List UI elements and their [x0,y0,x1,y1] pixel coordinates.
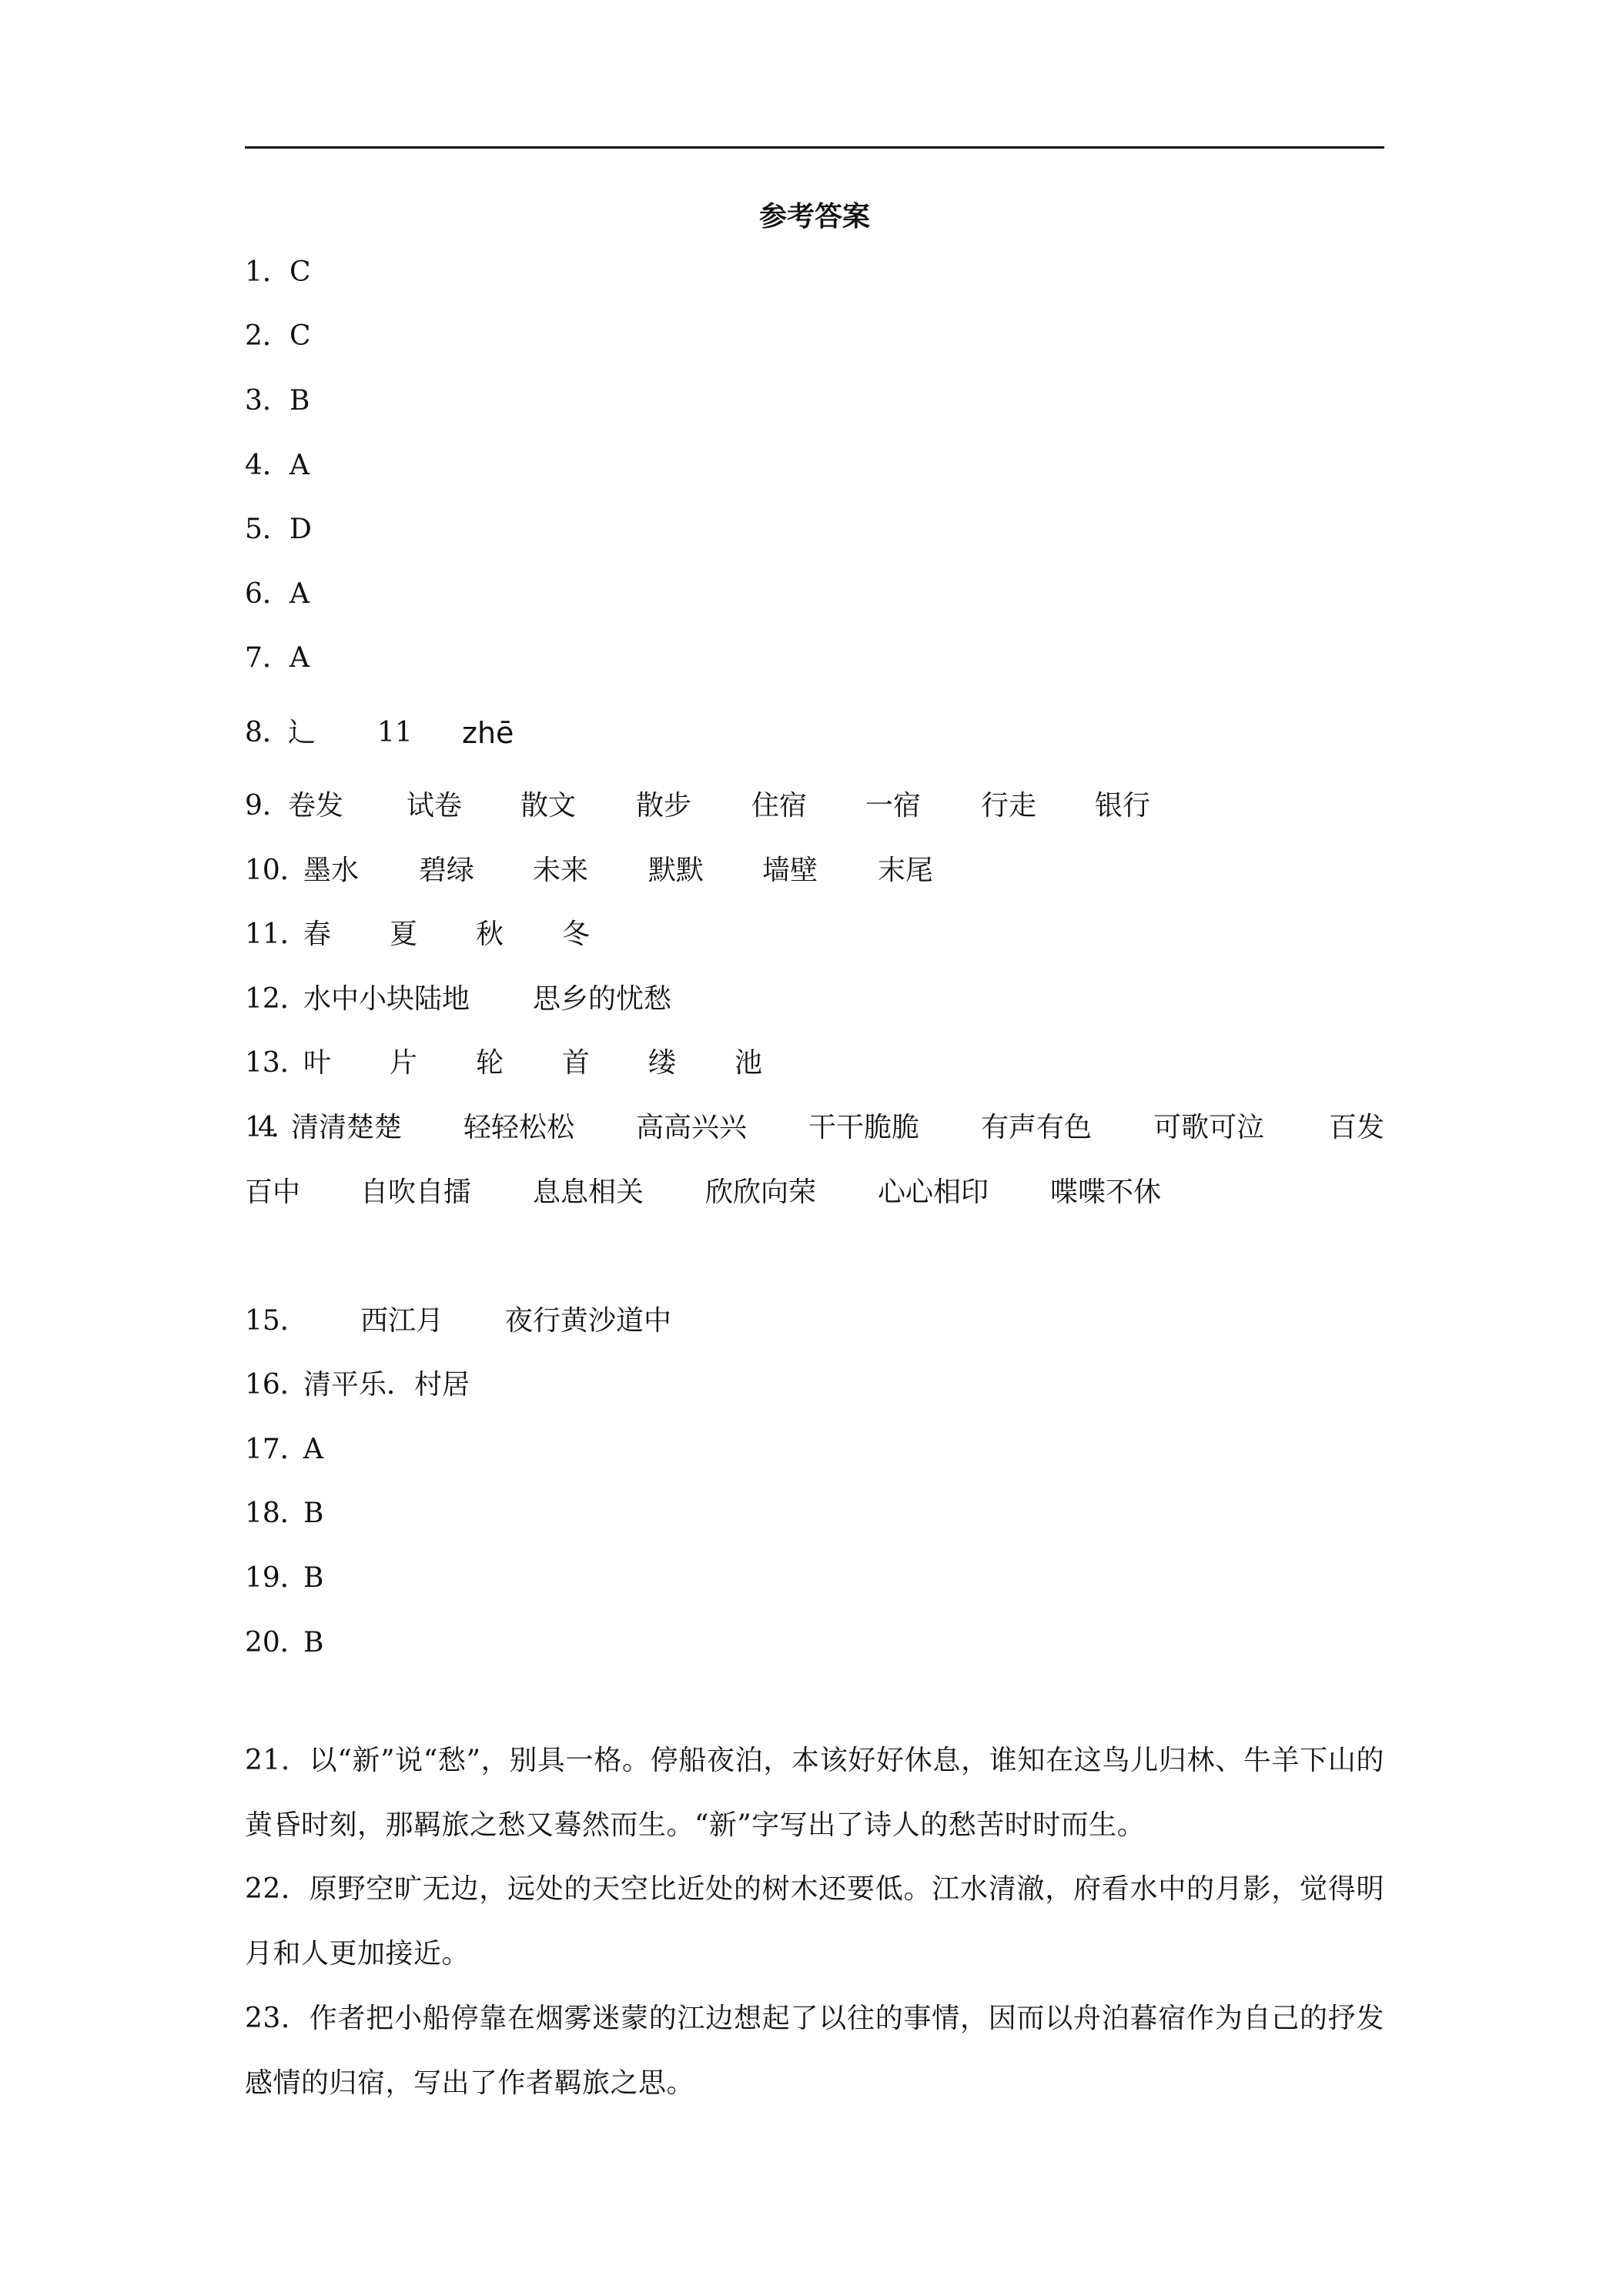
answer-word: 心心相印 [878,1176,989,1208]
answer-line-14a [245,1106,1385,1150]
question-number: 2． [245,320,290,352]
answer-line-4 [245,444,310,487]
question-number: 20． [245,1627,308,1658]
answer-line-20 [245,1622,324,1665]
answer-word: 可歌可泣 [1153,1112,1265,1143]
page-title: 参考答案 [758,201,870,233]
answer-word: 片 [390,1047,418,1079]
answer-line-10 [245,849,934,892]
answer-word: 散文 [520,790,577,822]
answer-line-17 [245,1428,323,1471]
answer-word: 干干脆脆 [808,1112,920,1143]
question-number: 16． [245,1369,308,1401]
question-number: 4． [245,450,290,481]
answer-word: 清清楚楚 [291,1112,403,1143]
answer-text: 清平乐．村居 [303,1369,470,1401]
answer-word: 冬 [562,919,591,950]
answer-paragraph-22: 22．原野空旷无边，远处的天空比近处的树木还要低。江水清澈，府看水中的月影，觉得明月和人更加接近。 [245,1873,1384,1970]
answer-word: 池 [735,1047,763,1079]
answer-word: 卷发 [288,790,344,822]
answer-choice: B [289,385,310,417]
answer-word: 一宿 [865,790,922,822]
answer-word: 有声有色 [981,1112,1093,1143]
question-number: 12． [245,983,308,1015]
question-number: 6． [245,578,290,610]
answer-line-16 [245,1364,470,1407]
answer-word: 缕 [648,1047,677,1079]
answer-word: 未来 [533,855,589,886]
answer-line-13 [245,1042,763,1085]
answer-word: 末尾 [878,855,934,886]
answer-word: 自吹自擂 [360,1176,472,1208]
answer-line-8 [245,711,514,755]
answer-word: 百中 [245,1176,301,1208]
answer-word: 行走 [981,790,1037,822]
question-number: 18． [245,1498,308,1529]
answer-word: 墨水 [303,855,360,886]
answer-line-19 [245,1557,324,1600]
answer-word: 叶 [303,1047,332,1079]
answer-word: 碧绿 [419,855,475,886]
answer-word: 西江月 [360,1305,444,1337]
answer-paragraph-21: 21．以“新”说“愁”，别具一格。停船夜泊，本该好好休息，谁知在这鸟儿归林、牛羊下山的黄昏时刻，那羁旅之愁又蓦然而生。“新”字写出了诗人的愁苦时时而生。 [245,1745,1384,1841]
answer-choice: A [303,1434,323,1465]
answer-word: 住宿 [751,790,808,822]
question-number: 3． [245,385,290,417]
question-number: 10． [245,855,308,886]
answer-word: 秋 [476,919,504,950]
answer-word: 轻轻松松 [463,1112,575,1143]
answer-word: 轮 [476,1047,504,1079]
answer-choice: D [289,514,312,545]
answer-choice: A [289,450,310,481]
answer-line-3 [245,380,310,423]
answer-word: 墙壁 [762,855,818,886]
answer-line-18 [245,1492,324,1535]
answer-paragraph-23: 23．作者把小船停靠在烟雾迷蒙的江边想起了以往的事情，因而以舟泊暮宿作为自己的抒发感情的归宿，写出了作者羁旅之思。 [245,2003,1384,2099]
question-number: 19． [245,1562,308,1594]
answer-line-5 [245,508,312,551]
answer-word: 欣欣向荣 [705,1176,817,1208]
answer-choice: A [289,642,310,674]
answer-word: 喋喋不休 [1050,1176,1162,1208]
answer-word: 春 [303,919,332,950]
question-number: 14． [245,1112,294,1143]
answer-word: 思乡的忧愁 [533,983,672,1015]
answer-word: 夜行黄沙道中 [505,1305,672,1337]
answer-choice: C [289,320,311,352]
answer-word: 银行 [1095,790,1151,822]
question-number: 5． [245,514,290,545]
answer-line-9 [245,785,1151,828]
pinyin-answer: zhē [462,716,514,750]
answer-choice: B [303,1498,324,1529]
answer-word: 试卷 [407,790,463,822]
answer-choice: B [303,1562,324,1594]
question-number: 9． [245,790,290,822]
answer-word: 散步 [636,790,692,822]
answer-line-1 [245,251,311,294]
question-number: 1． [245,256,290,288]
question-number: 17． [245,1434,308,1465]
answer-word: 高高兴兴 [636,1112,748,1143]
answer-choice: A [289,578,310,610]
answer-word: 夏 [390,919,418,950]
answer-word: 首 [562,1047,591,1079]
answer-word: 水中小块陆地 [303,983,470,1015]
answer-word: 默默 [648,855,704,886]
answer-line-2 [245,315,311,358]
answer-choice: B [303,1627,324,1658]
answer-line-15 [245,1300,672,1343]
question-number: 13． [245,1047,308,1079]
answer-word: 百发 [1329,1112,1385,1143]
answer-line-11 [245,913,591,956]
question-number: 8． [245,717,290,748]
answer-line-7 [245,637,310,680]
header-rule [245,146,1384,149]
answer-choice: C [289,256,311,288]
stroke-count-answer: 11 [377,717,413,748]
answer-line-6 [245,573,310,616]
question-number: 7． [245,642,290,674]
radical-answer: 辶 [288,717,316,748]
question-number: 11． [245,919,308,950]
question-number: 15． [245,1305,308,1337]
answer-word: 息息相关 [533,1176,644,1208]
answer-line-12 [245,978,672,1021]
